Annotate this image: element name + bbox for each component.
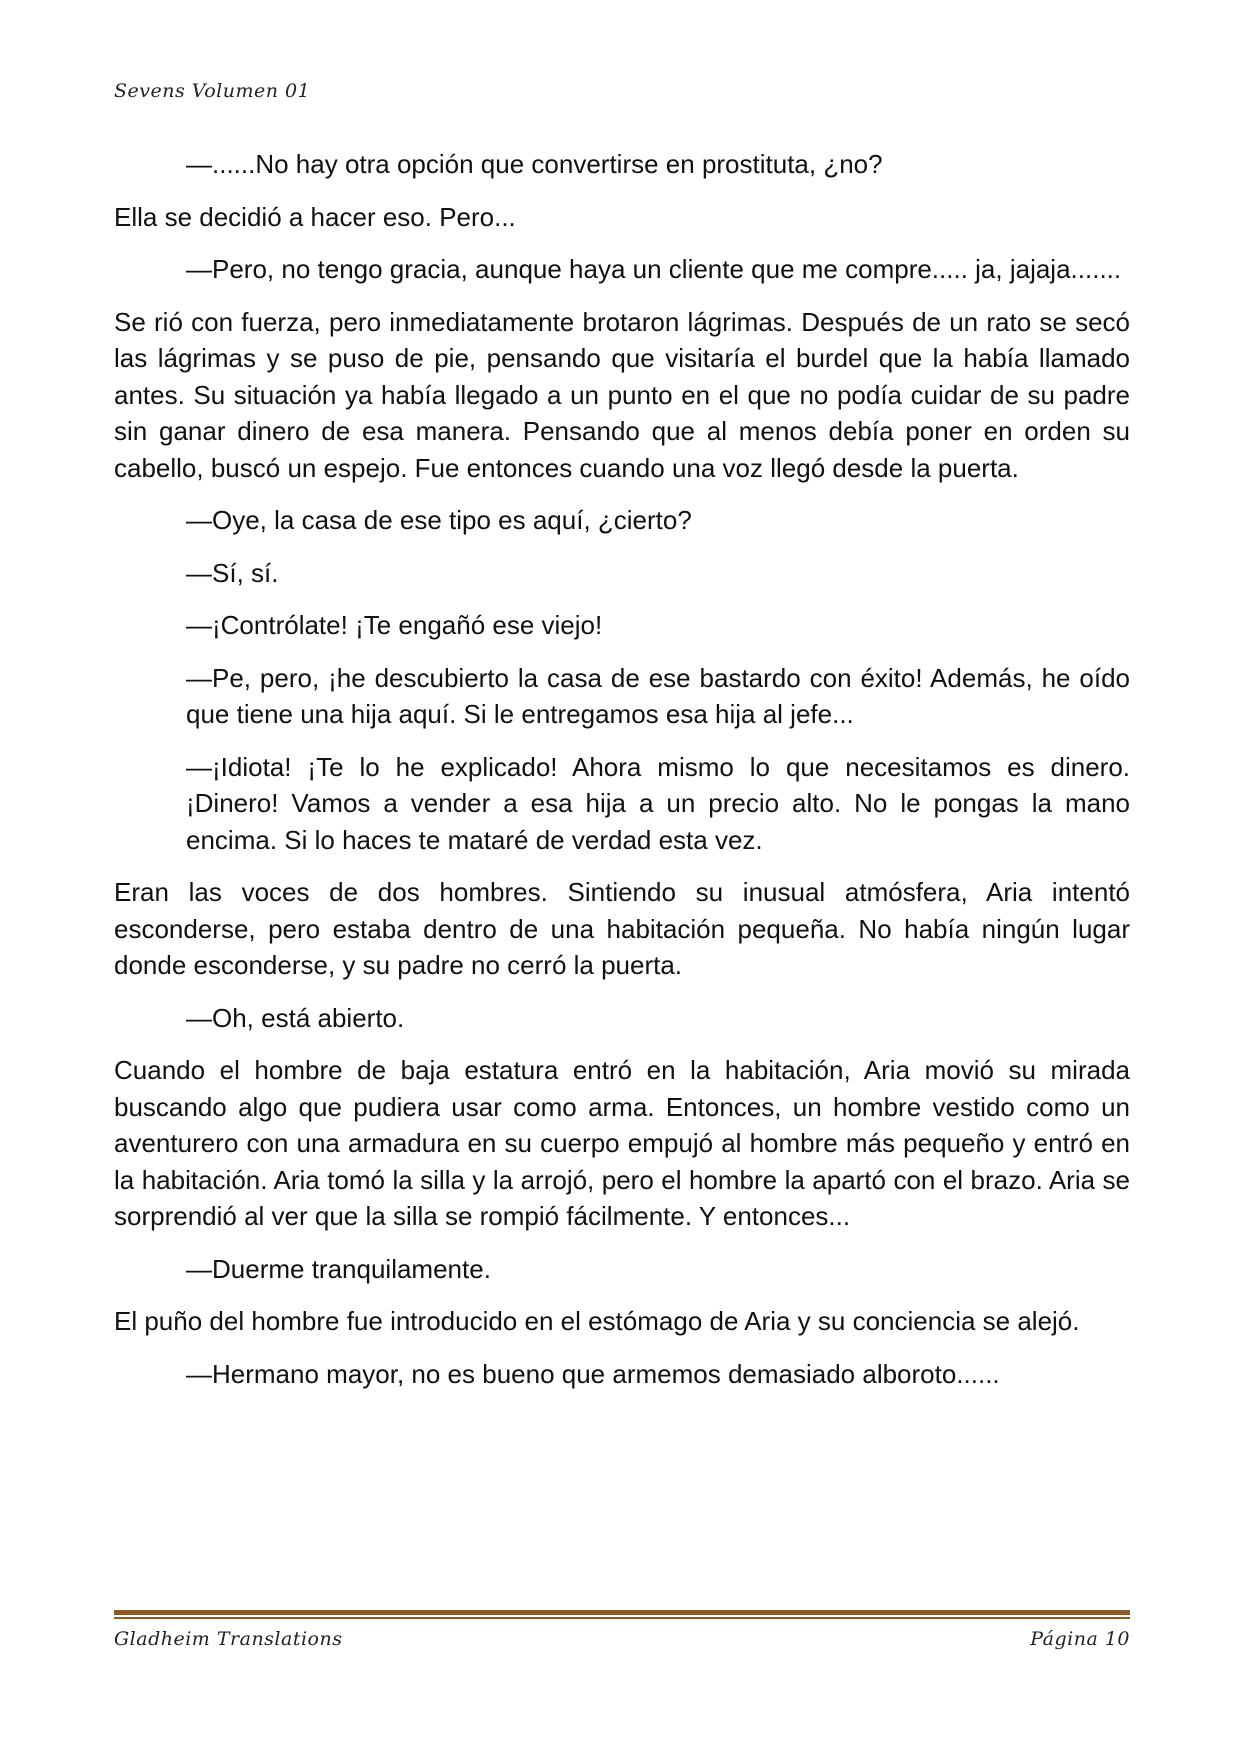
dialog-paragraph: —Oye, la casa de ese tipo es aquí, ¿cierto? bbox=[186, 505, 692, 535]
dialog-paragraph: —¡Idiota! ¡Te lo he explicado! Ahora mismo lo que necesitamos es dinero. ¡Dinero! Vamos a vender a esa hija a un precio alto. No le pongas la mano encima. Si lo haces te mataré de verdad esta vez. bbox=[186, 751, 1130, 855]
narration-paragraph: Cuando el hombre de baja estatura entró en la habitación, Aria movió su mirada buscando algo que pudiera usar como arma. Entonces, un hombre vestido como un aventurero con una armadura en su cuerpo empujó al hombre más pequeño y entró en la habitación. Aria tomó la silla y la arrojó, pero el hombre la apartó con el brazo. Aria se sorprendió al ver que la silla se rompió fácilmente. Y entonces... bbox=[114, 1055, 1130, 1231]
footer-divider-thin bbox=[114, 1617, 1130, 1619]
narration-paragraph: Eran las voces de dos hombres. Sintiendo su inusual atmósfera, Aria intentó esconderse, pero estaba dentro de una habitación pequeña. No había ningún lugar donde esconderse, y su padre no cerró la puerta. bbox=[114, 877, 1130, 980]
page-number: Página 10 bbox=[1030, 1628, 1130, 1650]
dialog-paragraph: —¡Contrólate! ¡Te engañó ese viejo! bbox=[186, 610, 603, 640]
footer-credit: Gladheim Translations bbox=[114, 1628, 343, 1650]
dialog-paragraph: —Sí, sí. bbox=[186, 557, 279, 588]
narration-paragraph: Se rió con fuerza, pero inmediatamente brotaron lágrimas. Después de un rato se secó las lágrimas y se puso de pie, pensando que visitaría el burdel que la había llamado antes. Su situación ya había llegado a un punto en el que no podía cuidar de su padre sin ganar dinero de esa manera. Pensando que al menos debía poner en orden su cabello, buscó un espejo. Fue entonces cuando una voz llegó desde la puerta. bbox=[114, 306, 1130, 483]
narration-paragraph: Ella se decidió a hacer eso. Pero... bbox=[114, 201, 516, 232]
dialog-paragraph: —......No hay otra opción que convertirse en prostituta, ¿no? bbox=[186, 149, 883, 179]
running-header: Sevens Volumen 01 bbox=[114, 80, 311, 102]
narration-paragraph: El puño del hombre fue introducido en el estómago de Aria y su conciencia se alejó. bbox=[114, 1306, 1080, 1336]
page-body bbox=[114, 146, 1130, 1408]
dialog-paragraph: —Pero, no tengo gracia, aunque haya un cliente que me compre..... ja, jajaja....... bbox=[186, 254, 1122, 284]
footer-divider bbox=[114, 1610, 1130, 1619]
dialog-paragraph: —Pe, pero, ¡he descubierto la casa de ese bastardo con éxito! Además, he oído que tiene una hija aquí. Si le entregamos esa hija al jefe... bbox=[186, 662, 1130, 729]
dialog-paragraph: —Hermano mayor, no es bueno que armemos demasiado alboroto...... bbox=[186, 1358, 1000, 1389]
dialog-paragraph: —Duerme tranquilamente. bbox=[186, 1253, 491, 1284]
dialog-paragraph: —Oh, está abierto. bbox=[186, 1002, 405, 1033]
